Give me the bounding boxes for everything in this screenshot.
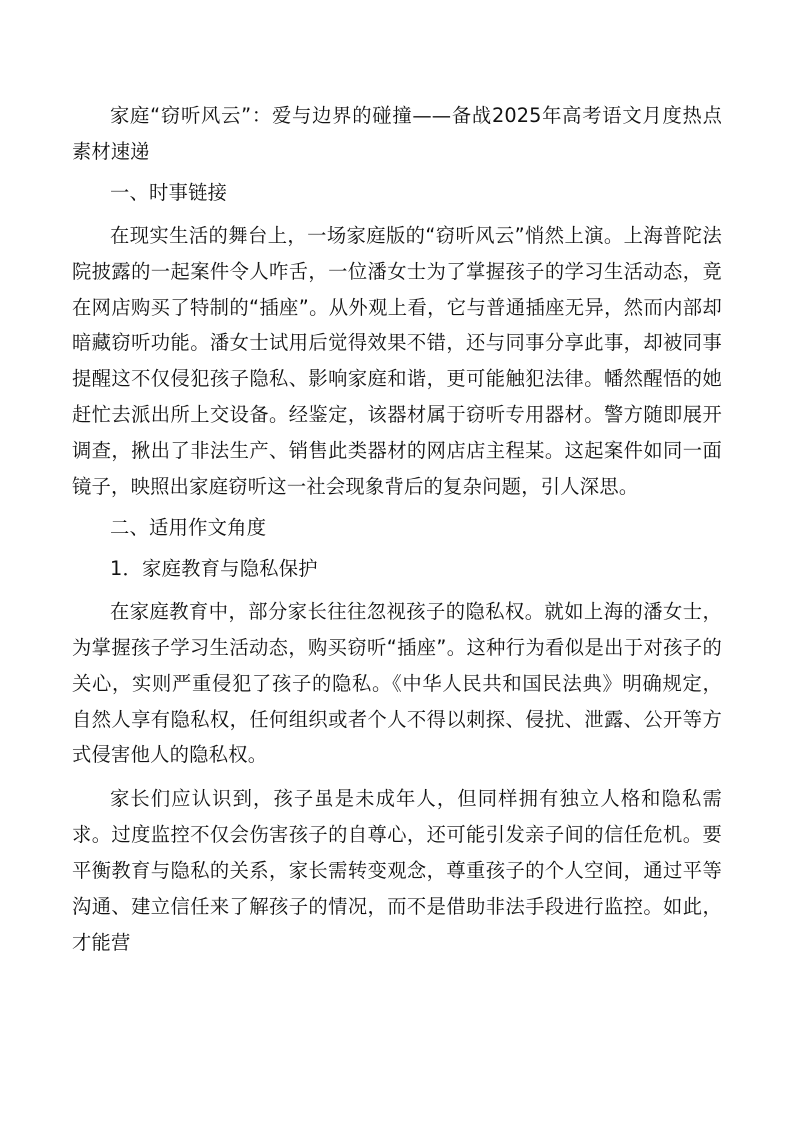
body-paragraph: 在家庭教育中，部分家长往往忽视孩子的隐私权。就如上海的潘女士，为掌握孩子学习生活动态，购买窃听“插座”。这种行为看似是出于对孩子的关心，实则严重侵犯了孩子的隐私。《中华人民共和国民法典》明确规定，自然人享有隐私权，任何组织或者个人不得以刺探、侵扰、泄露、公开等方式侵害他人的隐私权。 <box>72 599 722 767</box>
document-title: 家庭“窃听风云”：爱与边界的碰撞——备战2025年高考语文月度热点素材速递 <box>72 104 722 163</box>
section-heading-essay-angles: 二、适用作文角度 <box>110 515 267 539</box>
body-paragraph: 家长们应认识到，孩子虽是未成年人，但同样拥有独立人格和隐私需求。过度监控不仅会伤害孩子的自尊心，还可能引发亲子间的信任危机。要平衡教育与隐私的关系，家长需转变观念，尊重孩子的个人空间，通过平等沟通、建立信任来了解孩子的情况，而不是借助非法手段进行监控。如此，才能营 <box>72 787 722 954</box>
news-event-paragraph: 在现实生活的舞台上，一场家庭版的“窃听风云”悄然上演。上海普陀法院披露的一起案件令人咋舌，一位潘女士为了掌握孩子的学习生活动态，竟在网店购买了特制的“插座”。从外观上看，它与普通插座无异，然而内部却暗藏窃听功能。潘女士试用后觉得效果不错，还与同事分享此事，却被同事提醒这不仅侵犯孩子隐私、影响家庭和谐，更可能触犯法律。幡然醒悟的她赶忙去派出所上交设备。经鉴定，该器材属于窃听专用器材。警方随即展开调查，揪出了非法生产、销售此类器材的网店店主程某。这起案件如同一面镜子，映照出家庭窃听这一社会现象背后的复杂问题，引人深思。 <box>72 223 722 499</box>
subsection-heading-family-education-privacy: 1．家庭教育与隐私保护 <box>110 556 318 580</box>
document-page <box>72 98 722 961</box>
section-heading-news-link: 一、时事链接 <box>110 180 228 204</box>
